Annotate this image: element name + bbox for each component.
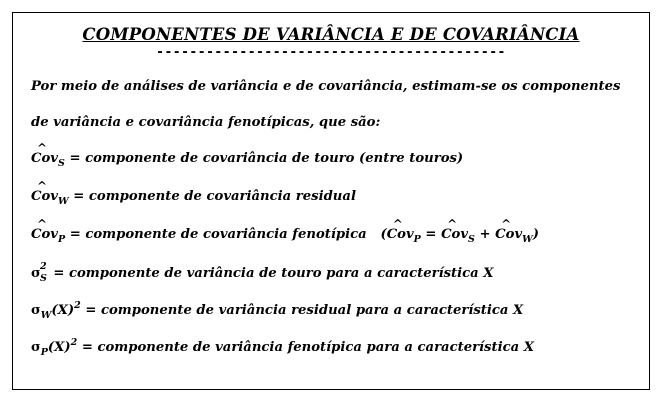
equals-sign: = [425, 227, 437, 242]
sigma-glyph: σ [31, 303, 41, 318]
subscript-w: W [522, 234, 533, 245]
cov-text: Cov [495, 227, 523, 242]
definition-var-w [31, 300, 639, 321]
cov-text: Cov [386, 227, 414, 242]
sigma-glyph: σ [31, 340, 41, 355]
argument-x: (X) [47, 340, 71, 355]
definition-cov-p [31, 217, 639, 245]
paren-close: ) [532, 227, 540, 242]
cov-text: Cov [31, 189, 58, 204]
superscript-2: 2 [70, 337, 78, 348]
definition-cov-s [31, 141, 639, 169]
hat-accent: ^ [392, 217, 403, 231]
hat-accent: ^ [37, 217, 48, 231]
definition-text: = componente de covariância fenotípica [69, 227, 367, 242]
cov-text: Cov [31, 227, 58, 242]
definition-text: = componente de variância fenotípica para a característica X [81, 340, 534, 355]
superscript-2: 2 [74, 300, 81, 311]
subscript-s: S [40, 273, 47, 284]
definition-text: = componente de covariância residual [73, 189, 356, 204]
subscript-w: W [40, 310, 52, 321]
subscript-w: W [57, 196, 69, 207]
cov-symbol [441, 217, 469, 242]
sigma-glyph: σ [31, 266, 41, 281]
definition-cov-w [31, 179, 639, 207]
cov-text: Cov [441, 227, 469, 242]
intro-line-1: Por meio de análises de variância e de covariância, estimam-se os componentes [31, 79, 621, 94]
subscript-s: S [468, 234, 475, 245]
cov-symbol [495, 217, 523, 242]
hat-accent: ^ [501, 217, 512, 231]
plus-sign: + [479, 227, 491, 242]
cov-text: Cov [31, 151, 58, 166]
subscript-p: P [57, 234, 66, 245]
definition-var-p [31, 337, 639, 358]
definition-text: = componente de variância residual para a característica X [85, 303, 524, 318]
subscript-p: P [40, 347, 48, 358]
definition-text: = componente de variância de touro para a característica X [53, 266, 494, 281]
cov-symbol [31, 141, 58, 166]
argument-x: (X) [51, 303, 75, 318]
superscript-2: 2 [40, 261, 47, 272]
hat-accent: ^ [37, 179, 48, 193]
title-separator: ------------------------------------------ [156, 45, 506, 60]
hat-accent: ^ [447, 217, 458, 231]
subscript-p: P [413, 234, 421, 245]
paren-open: ( [380, 227, 387, 242]
cov-symbol [31, 217, 58, 242]
subscript-s: S [57, 158, 65, 169]
cov-symbol [31, 179, 58, 204]
definition-text: = componente de covariância de touro (entre touros) [69, 151, 464, 166]
hat-accent: ^ [37, 141, 48, 155]
sigma-symbol [31, 261, 49, 284]
formula-box [12, 12, 650, 390]
cov-symbol [386, 217, 414, 242]
page-title: COMPONENTES DE VARIÂNCIA E DE COVARIÂNCIA [82, 25, 580, 44]
definition-var-s [31, 261, 639, 284]
intro-line-2: de variância e covariância fenotípicas, que são: [31, 115, 381, 130]
